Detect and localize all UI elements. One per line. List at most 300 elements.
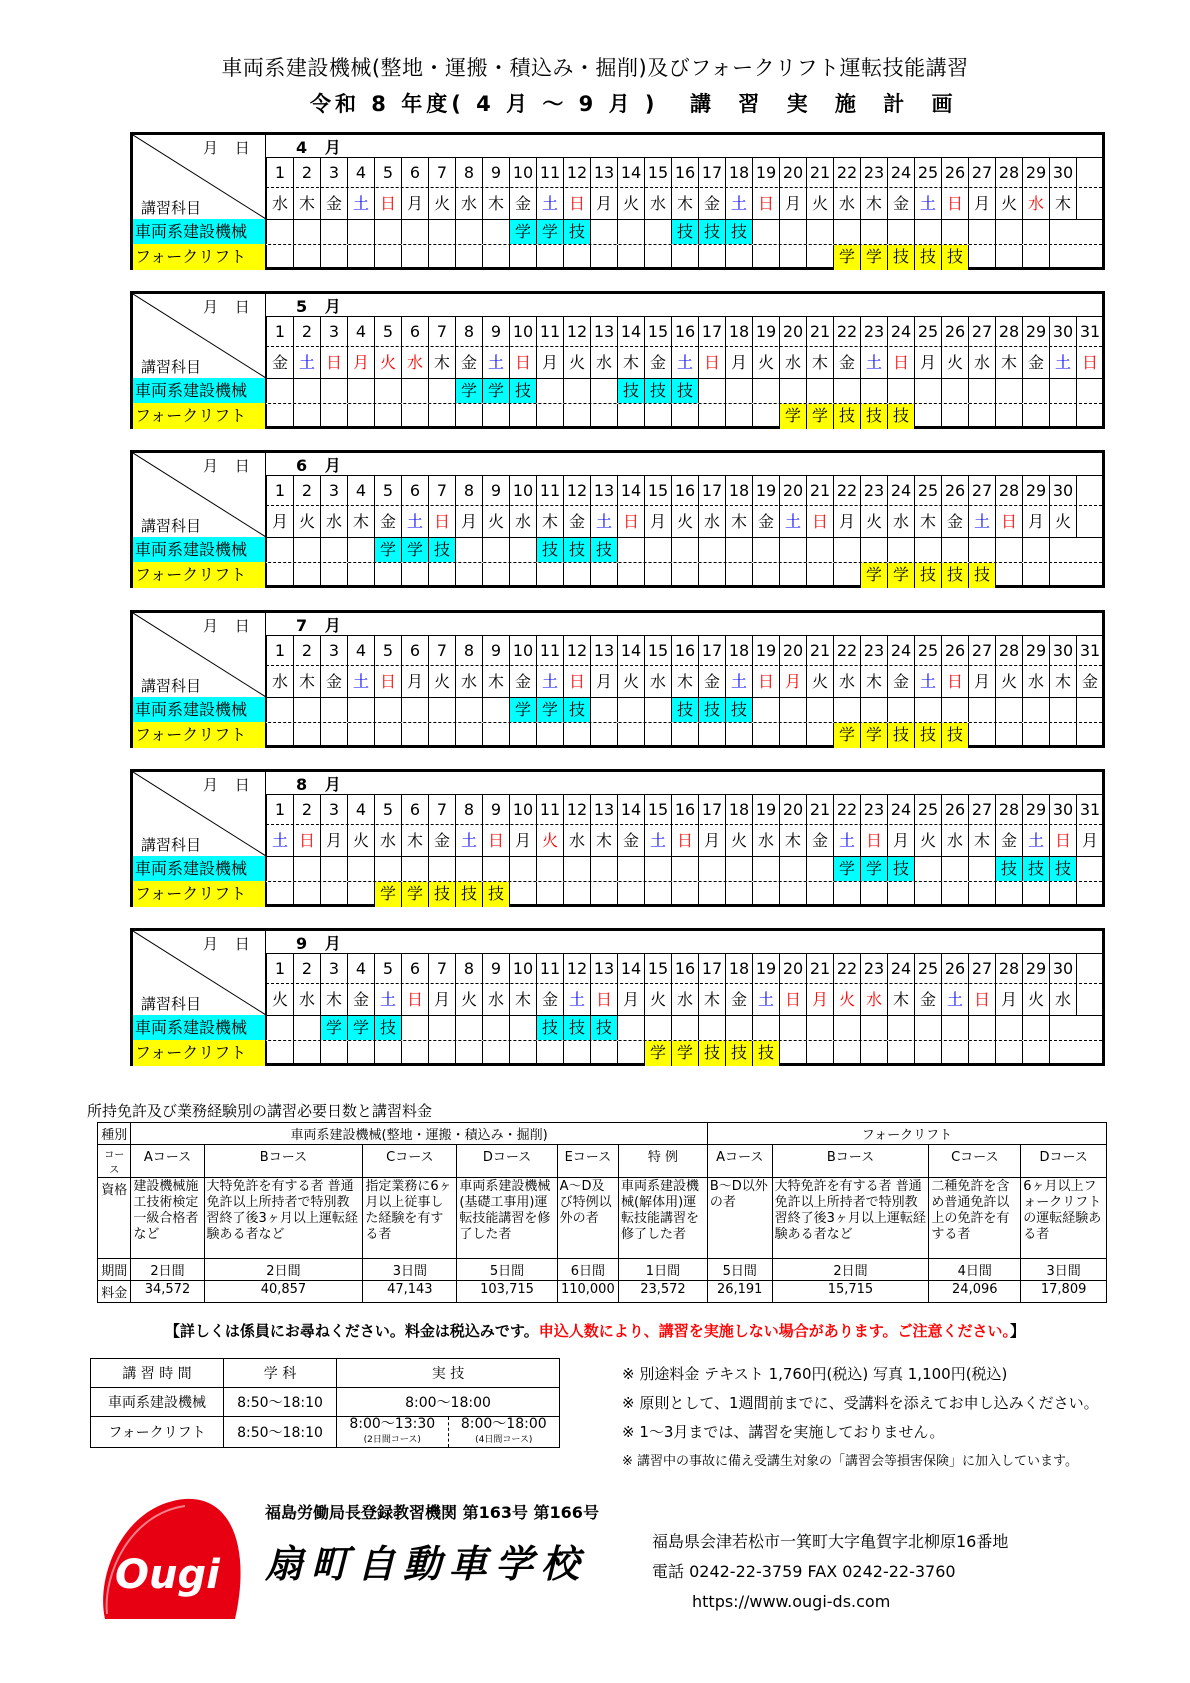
forklift-slot <box>293 1041 320 1066</box>
weekday: 木 <box>806 347 833 378</box>
weekday: 日 <box>779 984 806 1015</box>
weekday: 金 <box>617 825 644 856</box>
weekday: 火 <box>563 347 590 378</box>
weekday: 日 <box>941 666 968 697</box>
kenki-slot <box>428 379 455 403</box>
forklift-slot <box>509 1041 536 1066</box>
forklift-slot <box>617 723 644 748</box>
forklift-slot <box>698 563 725 588</box>
day-number: 20 <box>779 157 806 188</box>
kenki-slot <box>1022 698 1049 722</box>
kenki-slot: 技 <box>374 1016 401 1040</box>
forklift-slot <box>725 723 752 748</box>
forklift-slot <box>779 882 806 907</box>
forklift-slot <box>1049 882 1076 907</box>
weekday: 木 <box>698 984 725 1015</box>
forklift-slot <box>536 882 563 907</box>
forklift-slot: 学 <box>806 404 833 429</box>
day-number: 2 <box>293 316 320 347</box>
weekday: 土 <box>779 506 806 537</box>
kenki-slot <box>482 1016 509 1040</box>
forklift-slot <box>320 245 347 270</box>
day-number: 11 <box>536 635 563 666</box>
day-number: 10 <box>509 794 536 825</box>
note-item: ※ 原則として、1週間前までに、受講料を添えてお申し込みください。 <box>622 1394 1099 1412</box>
forklift-slot: 学 <box>860 245 887 270</box>
day-number: 17 <box>698 157 725 188</box>
kenki-slot <box>968 538 995 562</box>
forklift-slot <box>455 404 482 429</box>
weekday: 土 <box>941 984 968 1015</box>
forklift-slot: 技 <box>887 404 914 429</box>
weekday: 日 <box>968 984 995 1015</box>
kenki-slot <box>779 220 806 244</box>
month-day-label: 月 日 <box>203 298 256 316</box>
forklift-slot <box>401 245 428 270</box>
day-number: 3 <box>320 635 347 666</box>
forklift-slot <box>617 404 644 429</box>
weekday: 木 <box>671 666 698 697</box>
forklift-slot <box>509 723 536 748</box>
row-label-forklift: フォークリフト <box>133 562 266 588</box>
kenki-slot: 技 <box>536 1016 563 1040</box>
day-number: 18 <box>725 475 752 506</box>
fees-fee-cell: 40,857 <box>204 1281 363 1303</box>
forklift-slot <box>293 882 320 907</box>
kenki-slot <box>644 698 671 722</box>
kenki-slot <box>347 379 374 403</box>
day-number: 7 <box>428 953 455 984</box>
month-name: 7 月 <box>296 616 347 635</box>
forklift-slot <box>266 245 293 270</box>
kenki-slot <box>1076 698 1103 722</box>
forklift-slot <box>266 563 293 588</box>
weekday: 金 <box>698 666 725 697</box>
fees-period-cell: 5日間 <box>457 1259 557 1281</box>
note-item: ※ 講習中の事故に備え受講生対象の「講習会等損害保険」に加入しています。 <box>622 1454 1078 1469</box>
kenki-slot <box>644 220 671 244</box>
kenki-slot <box>320 379 347 403</box>
day-number: 2 <box>293 635 320 666</box>
forklift-slot <box>833 1041 860 1066</box>
weekday: 土 <box>374 984 401 1015</box>
day-number: 19 <box>752 953 779 984</box>
day-number: 30 <box>1049 953 1076 984</box>
day-number: 14 <box>617 635 644 666</box>
day-number: 12 <box>563 953 590 984</box>
kenki-slot <box>1076 379 1103 403</box>
day-number: 14 <box>617 316 644 347</box>
forklift-slot <box>563 882 590 907</box>
kenki-slot <box>347 698 374 722</box>
kenki-slot <box>293 1016 320 1040</box>
weekday: 月 <box>995 984 1022 1015</box>
kenki-slot <box>1022 1016 1049 1040</box>
kenki-slot <box>860 379 887 403</box>
day-number: 1 <box>266 316 293 347</box>
day-number: 18 <box>725 157 752 188</box>
forklift-slot <box>1022 723 1049 748</box>
kenki-slot <box>509 1016 536 1040</box>
forklift-slot <box>455 245 482 270</box>
weekday <box>1076 188 1103 219</box>
forklift-slot <box>536 723 563 748</box>
forklift-slot <box>590 404 617 429</box>
forklift-slot <box>482 404 509 429</box>
kenki-slot <box>671 1016 698 1040</box>
forklift-slot <box>860 882 887 907</box>
weekday: 木 <box>725 506 752 537</box>
month-name: 9 月 <box>296 934 347 953</box>
fees-period-cell: 4日間 <box>929 1259 1021 1281</box>
day-number: 27 <box>968 475 995 506</box>
weekday: 日 <box>482 825 509 856</box>
weekday: 木 <box>482 188 509 219</box>
weekday: 水 <box>779 347 806 378</box>
day-number: 17 <box>698 475 725 506</box>
forklift-slot <box>428 404 455 429</box>
day-number: 7 <box>428 475 455 506</box>
kenki-slot <box>968 1016 995 1040</box>
weekday: 木 <box>860 188 887 219</box>
forklift-slot <box>590 723 617 748</box>
kenki-slot: 技 <box>428 538 455 562</box>
forklift-slot: 技 <box>428 882 455 907</box>
forklift-slot <box>293 245 320 270</box>
day-number: 30 <box>1049 475 1076 506</box>
month-calendar <box>130 928 1105 1066</box>
day-number: 28 <box>995 953 1022 984</box>
forklift-slot <box>320 723 347 748</box>
fees-fee-cell: 34,572 <box>131 1281 204 1303</box>
fees-qual-cell: 建設機械施工技術検定一級合格者など <box>131 1178 204 1259</box>
day-number: 28 <box>995 794 1022 825</box>
day-number: 26 <box>941 475 968 506</box>
day-number: 20 <box>779 475 806 506</box>
day-number: 25 <box>914 316 941 347</box>
weekday: 木 <box>428 347 455 378</box>
weekday: 日 <box>860 825 887 856</box>
forklift-slot: 学 <box>644 1041 671 1066</box>
weekday: 金 <box>347 984 374 1015</box>
header-corner <box>133 931 266 1015</box>
day-number: 29 <box>1022 316 1049 347</box>
day-number: 15 <box>644 953 671 984</box>
forklift-slot <box>482 1041 509 1066</box>
times-kenki-label: 車両系建設機械 <box>91 1388 224 1417</box>
kenki-slot <box>725 379 752 403</box>
kenki-slot: 技 <box>563 698 590 722</box>
day-number: 19 <box>752 475 779 506</box>
weekday: 月 <box>590 666 617 697</box>
website-link[interactable]: https://www.ougi-ds.com <box>692 1592 891 1611</box>
row-label-forklift: フォークリフト <box>133 881 266 907</box>
day-number: 21 <box>806 316 833 347</box>
day-number: 22 <box>833 316 860 347</box>
times-fork-p1-note: (2日間コース) <box>363 1435 421 1445</box>
day-number: 28 <box>995 316 1022 347</box>
forklift-slot <box>374 723 401 748</box>
weekday: 日 <box>698 347 725 378</box>
day-number: 29 <box>1022 794 1049 825</box>
kenki-slot <box>860 538 887 562</box>
kenki-slot <box>968 698 995 722</box>
forklift-slot <box>482 723 509 748</box>
weekday: 水 <box>401 347 428 378</box>
fees-type-label: 種別 <box>98 1123 131 1145</box>
forklift-slot <box>1022 245 1049 270</box>
kenki-slot <box>887 538 914 562</box>
day-number: 18 <box>725 635 752 666</box>
kenki-slot <box>1049 220 1076 244</box>
kenki-slot: 技 <box>536 538 563 562</box>
notice-text: 【詳しくは係員にお尋ねください。料金は税込みです。 <box>164 1322 539 1340</box>
kenki-slot <box>1022 220 1049 244</box>
weekday: 月 <box>698 825 725 856</box>
kenki-slot <box>482 538 509 562</box>
forklift-slot <box>752 245 779 270</box>
day-number: 12 <box>563 157 590 188</box>
fees-course-cell: Eコース <box>557 1145 618 1178</box>
kenki-slot <box>347 220 374 244</box>
day-number: 25 <box>914 794 941 825</box>
forklift-slot <box>887 1041 914 1066</box>
kenki-slot <box>455 220 482 244</box>
weekday: 日 <box>509 347 536 378</box>
kenki-slot <box>455 857 482 881</box>
forklift-slot <box>374 1041 401 1066</box>
weekday: 日 <box>887 347 914 378</box>
forklift-slot <box>644 563 671 588</box>
weekday: 水 <box>455 188 482 219</box>
forklift-slot: 技 <box>887 245 914 270</box>
fees-fee-cell: 23,572 <box>619 1281 708 1303</box>
weekday: 金 <box>725 984 752 1015</box>
kenki-slot <box>617 857 644 881</box>
kenki-slot <box>266 220 293 244</box>
weekday: 土 <box>347 666 374 697</box>
kenki-slot <box>779 379 806 403</box>
day-number: 6 <box>401 316 428 347</box>
kenki-slot <box>941 698 968 722</box>
day-number: 1 <box>266 635 293 666</box>
fees-period-cell: 5日間 <box>707 1259 772 1281</box>
weekday: 日 <box>563 188 590 219</box>
kenki-slot <box>590 379 617 403</box>
weekday <box>1076 506 1103 537</box>
forklift-slot <box>617 563 644 588</box>
kenki-slot <box>563 857 590 881</box>
kenki-slot: 学 <box>401 538 428 562</box>
forklift-slot <box>752 882 779 907</box>
fees-fee-cell: 24,096 <box>929 1281 1021 1303</box>
forklift-slot <box>941 404 968 429</box>
kenki-slot <box>995 698 1022 722</box>
day-number: 28 <box>995 475 1022 506</box>
forklift-slot <box>806 723 833 748</box>
forklift-slot: 技 <box>887 723 914 748</box>
forklift-slot <box>1022 404 1049 429</box>
kenki-slot: 学 <box>509 220 536 244</box>
day-number: 4 <box>347 794 374 825</box>
day-number: 10 <box>509 953 536 984</box>
day-number: 3 <box>320 953 347 984</box>
logo-text: Ougi <box>115 1552 220 1598</box>
day-number: 10 <box>509 475 536 506</box>
month-day-label: 月 日 <box>203 935 256 953</box>
weekday: 木 <box>617 347 644 378</box>
weekday: 日 <box>752 188 779 219</box>
forklift-slot <box>320 882 347 907</box>
row-label-forklift: フォークリフト <box>133 244 266 270</box>
day-number: 9 <box>482 794 509 825</box>
weekday: 火 <box>536 825 563 856</box>
day-number: 18 <box>725 794 752 825</box>
forklift-slot <box>995 882 1022 907</box>
kenki-slot <box>617 1016 644 1040</box>
kenki-slot: 学 <box>833 857 860 881</box>
day-number: 27 <box>968 316 995 347</box>
kenki-slot <box>887 379 914 403</box>
weekday: 水 <box>698 506 725 537</box>
day-number: 4 <box>347 316 374 347</box>
day-number: 17 <box>698 316 725 347</box>
fees-period-cell: 2日間 <box>131 1259 204 1281</box>
day-number: 27 <box>968 635 995 666</box>
kenki-slot: 技 <box>509 379 536 403</box>
forklift-slot <box>563 723 590 748</box>
weekday: 土 <box>860 347 887 378</box>
forklift-slot: 技 <box>914 723 941 748</box>
note-item: ※ 別途料金 テキスト 1,760円(税込) 写真 1,100円(税込) <box>622 1365 1008 1383</box>
weekday: 金 <box>995 825 1022 856</box>
fees-course-cell: Aコース <box>131 1145 204 1178</box>
weekday: 金 <box>428 825 455 856</box>
forklift-slot: 学 <box>401 882 428 907</box>
forklift-slot <box>536 563 563 588</box>
weekday: 水 <box>968 347 995 378</box>
day-number: 13 <box>590 794 617 825</box>
weekday: 金 <box>509 188 536 219</box>
kenki-slot <box>266 698 293 722</box>
fees-period-label: 期間 <box>98 1259 131 1281</box>
fees-course-cell: Bコース <box>772 1145 929 1178</box>
kenki-slot <box>401 379 428 403</box>
weekday: 土 <box>455 825 482 856</box>
day-number: 16 <box>671 953 698 984</box>
weekday: 火 <box>266 984 293 1015</box>
day-number: 15 <box>644 635 671 666</box>
day-number: 7 <box>428 635 455 666</box>
weekday: 土 <box>833 825 860 856</box>
fees-period-cell: 2日間 <box>204 1259 363 1281</box>
weekday: 木 <box>1049 666 1076 697</box>
day-number: 24 <box>887 157 914 188</box>
weekday: 水 <box>482 984 509 1015</box>
fees-course-cell: Bコース <box>204 1145 363 1178</box>
weekday: 月 <box>509 825 536 856</box>
day-number: 2 <box>293 953 320 984</box>
kenki-slot <box>806 857 833 881</box>
kenki-slot <box>617 698 644 722</box>
kenki-slot <box>671 538 698 562</box>
month-calendar <box>130 132 1105 270</box>
kenki-slot: 学 <box>320 1016 347 1040</box>
weekday: 水 <box>752 825 779 856</box>
forklift-slot <box>320 1041 347 1066</box>
forklift-slot <box>725 404 752 429</box>
weekday: 火 <box>941 347 968 378</box>
kenki-slot: 技 <box>995 857 1022 881</box>
kenki-slot: 学 <box>374 538 401 562</box>
weekday: 火 <box>752 347 779 378</box>
row-label-kenki: 車両系建設機械 <box>133 856 266 881</box>
weekday: 月 <box>806 984 833 1015</box>
month-calendar <box>130 610 1105 748</box>
forklift-slot <box>995 404 1022 429</box>
weekday: 土 <box>266 825 293 856</box>
subject-label: 講習科目 <box>141 677 202 695</box>
kenki-slot <box>455 698 482 722</box>
fees-course-cell: Dコース <box>457 1145 557 1178</box>
weekday: 木 <box>347 506 374 537</box>
kenki-slot <box>266 538 293 562</box>
day-number: 28 <box>995 635 1022 666</box>
day-number: 9 <box>482 475 509 506</box>
forklift-slot <box>563 404 590 429</box>
notice-banner <box>0 1320 1190 1341</box>
fees-course-cell: Dコース <box>1021 1145 1107 1178</box>
day-number: 2 <box>293 157 320 188</box>
day-number: 22 <box>833 157 860 188</box>
times-header-time: 講 習 時 間 <box>91 1359 224 1388</box>
day-number: 15 <box>644 316 671 347</box>
day-number: 23 <box>860 953 887 984</box>
kenki-slot: 技 <box>563 220 590 244</box>
subject-label: 講習科目 <box>141 995 202 1013</box>
forklift-slot <box>401 1041 428 1066</box>
times-fork-p2: 8:00〜18:00 <box>460 1416 547 1432</box>
forklift-slot <box>266 882 293 907</box>
kenki-slot <box>968 857 995 881</box>
weekday: 日 <box>401 984 428 1015</box>
forklift-slot <box>779 1041 806 1066</box>
weekday: 水 <box>509 506 536 537</box>
day-number: 10 <box>509 157 536 188</box>
kenki-slot <box>1076 220 1103 244</box>
row-label-kenki: 車両系建設機械 <box>133 1015 266 1040</box>
weekday <box>1076 984 1103 1015</box>
day-number: 25 <box>914 475 941 506</box>
times-header-practice: 実 技 <box>337 1359 560 1388</box>
day-number: 13 <box>590 475 617 506</box>
day-number: 31 <box>1076 635 1103 666</box>
fees-course-label: コース <box>98 1145 131 1178</box>
forklift-slot: 技 <box>914 245 941 270</box>
forklift-slot <box>914 404 941 429</box>
fees-qual-cell: B〜D以外の者 <box>707 1178 772 1259</box>
month-day-label: 月 日 <box>203 139 256 157</box>
kenki-slot <box>833 538 860 562</box>
day-number: 23 <box>860 316 887 347</box>
row-label-forklift: フォークリフト <box>133 403 266 429</box>
weekday: 金 <box>941 506 968 537</box>
kenki-slot <box>671 857 698 881</box>
day-number: 21 <box>806 953 833 984</box>
forklift-slot: 技 <box>482 882 509 907</box>
weekday: 金 <box>455 347 482 378</box>
note-item: ※ 1〜3月までは、講習を実施しておりません。 <box>622 1423 945 1441</box>
